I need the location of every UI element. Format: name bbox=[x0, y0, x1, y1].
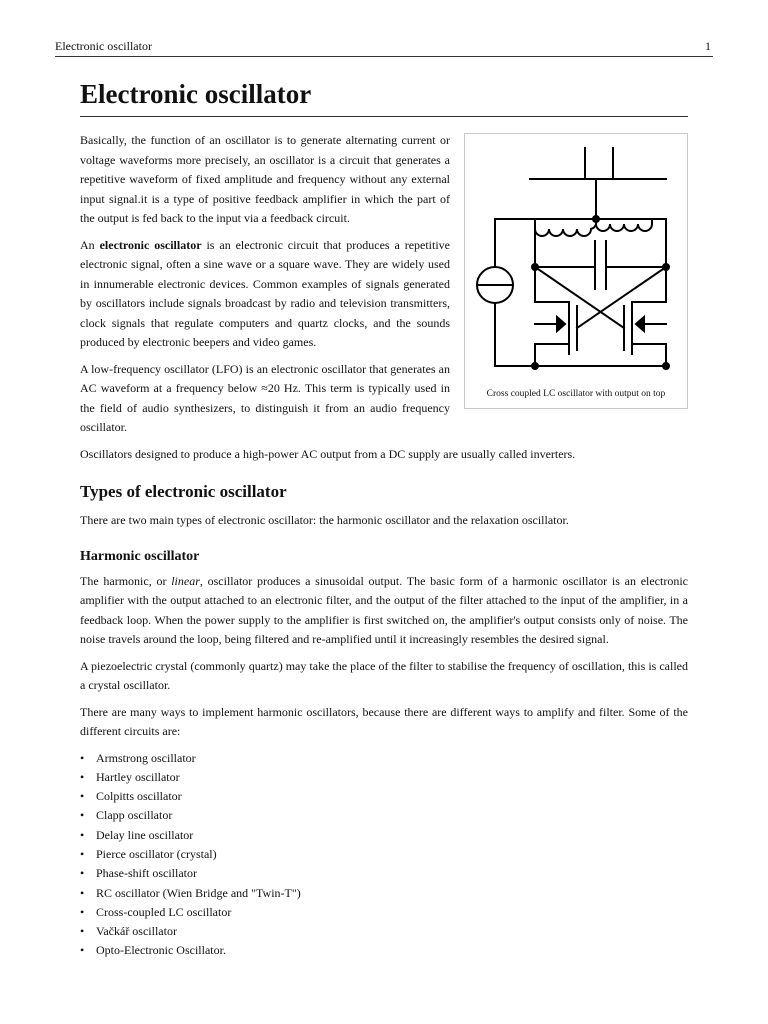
right-transistor-arrow-icon bbox=[636, 317, 644, 331]
harmonic-paragraph-3: There are many ways to implement harmonic oscillators, because there are different ways to amplify and filter. Some of the different circuits are: bbox=[80, 704, 688, 738]
left-transistor-arrow-icon bbox=[557, 317, 565, 331]
lc-oscillator-diagram bbox=[465, 134, 687, 408]
definition-term: electronic oscillator bbox=[99, 237, 202, 252]
coil-right bbox=[596, 219, 652, 231]
list-item: • Vačkář oscillator bbox=[80, 922, 688, 941]
types-heading: Types of electronic oscillator bbox=[80, 482, 287, 501]
running-header bbox=[55, 38, 713, 57]
list-item: • Colpitts oscillator bbox=[80, 787, 688, 806]
harmonic-p1-pre: The harmonic, or bbox=[80, 573, 172, 588]
list-item: • Armstrong oscillator bbox=[80, 749, 688, 768]
list-item: • Delay line oscillator bbox=[80, 826, 688, 845]
list-item: • Opto-Electronic Oscillator. bbox=[80, 941, 688, 960]
list-item: • Phase-shift oscillator bbox=[80, 864, 688, 883]
intro-paragraph: Basically, the function of an oscillator is to generate alternating current or voltage waveforms more precisely, an oscillator is a circuit that generates a repetitive waveform of fixed amplitude and frequency without any external input signal.it is a type of positive feedback amplifier in which the part of the output is fed back to the input via a feedback circuit. bbox=[80, 133, 450, 225]
harmonic-p1-rest: , oscillator produces a sinusoidal output. The basic form of a harmonic oscillator is an electronic amplifier with the output attached to an electronic filter, and the output of the filter attached to the input of the amplifier, in a feedback loop. When the power supply to the amplifier is first switched on, the amplifier's output consists only of noise. The noise travels around the loop, being filtered and re-amplified until it increasingly resembles the desired signal. bbox=[80, 573, 689, 646]
list-item: • Clapp oscillator bbox=[80, 806, 688, 825]
figure-caption: Cross coupled LC oscillator with output on top bbox=[486, 389, 666, 399]
list-item: • Pierce oscillator (crystal) bbox=[80, 845, 688, 864]
inverters-paragraph: Oscillators designed to produce a high-power AC output from a DC supply are usually called inverters. bbox=[80, 446, 576, 461]
lfo-paragraph: A low-frequency oscillator (LFO) is an electronic oscillator that generates an AC waveform at a frequency below ≈20 Hz. This term is typically used in the field of audio synthesizers, to distinguish it from an audio frequency oscillator. bbox=[80, 361, 450, 434]
running-header-title: Electronic oscillator bbox=[55, 39, 152, 53]
list-item: • RC oscillator (Wien Bridge and "Twin-T") bbox=[80, 884, 688, 903]
harmonic-paragraph-2: A piezoelectric crystal (commonly quartz) may take the place of the filter to stabilise the frequency of oscillation, this is called a crystal oscillator. bbox=[80, 658, 688, 692]
list-item: • Cross-coupled LC oscillator bbox=[80, 903, 688, 922]
page-number: 1 bbox=[705, 39, 711, 53]
circuit-figure bbox=[464, 133, 688, 409]
page-title: Electronic oscillator bbox=[80, 76, 688, 117]
definition-paragraph bbox=[80, 236, 452, 353]
types-paragraph: There are two main types of electronic oscillator: the harmonic oscillator and the relaxation oscillator. bbox=[80, 513, 569, 527]
harmonic-paragraph-1 bbox=[80, 572, 688, 650]
harmonic-p1-italic: linear bbox=[171, 573, 200, 588]
definition-rest: is an electronic circuit that produces a repetitive electronic signal, often a sine wave or a square wave. They are widely used in innumerable electronic devices. Common examples of signals generated by oscillators include signals broadcast by radio and television transmitters, clock signals that regulate computers and quartz clocks, and the sounds produced by electronic beepers and video games. bbox=[80, 237, 451, 349]
cross-couple-right bbox=[577, 267, 666, 328]
harmonic-heading: Harmonic oscillator bbox=[80, 548, 200, 564]
cross-couple-left bbox=[535, 267, 624, 328]
list-item: • Hartley oscillator bbox=[80, 768, 688, 787]
definition-pre: An bbox=[80, 237, 100, 252]
circuit-list bbox=[80, 749, 688, 961]
coil-left bbox=[535, 219, 596, 236]
article-body bbox=[80, 131, 688, 961]
